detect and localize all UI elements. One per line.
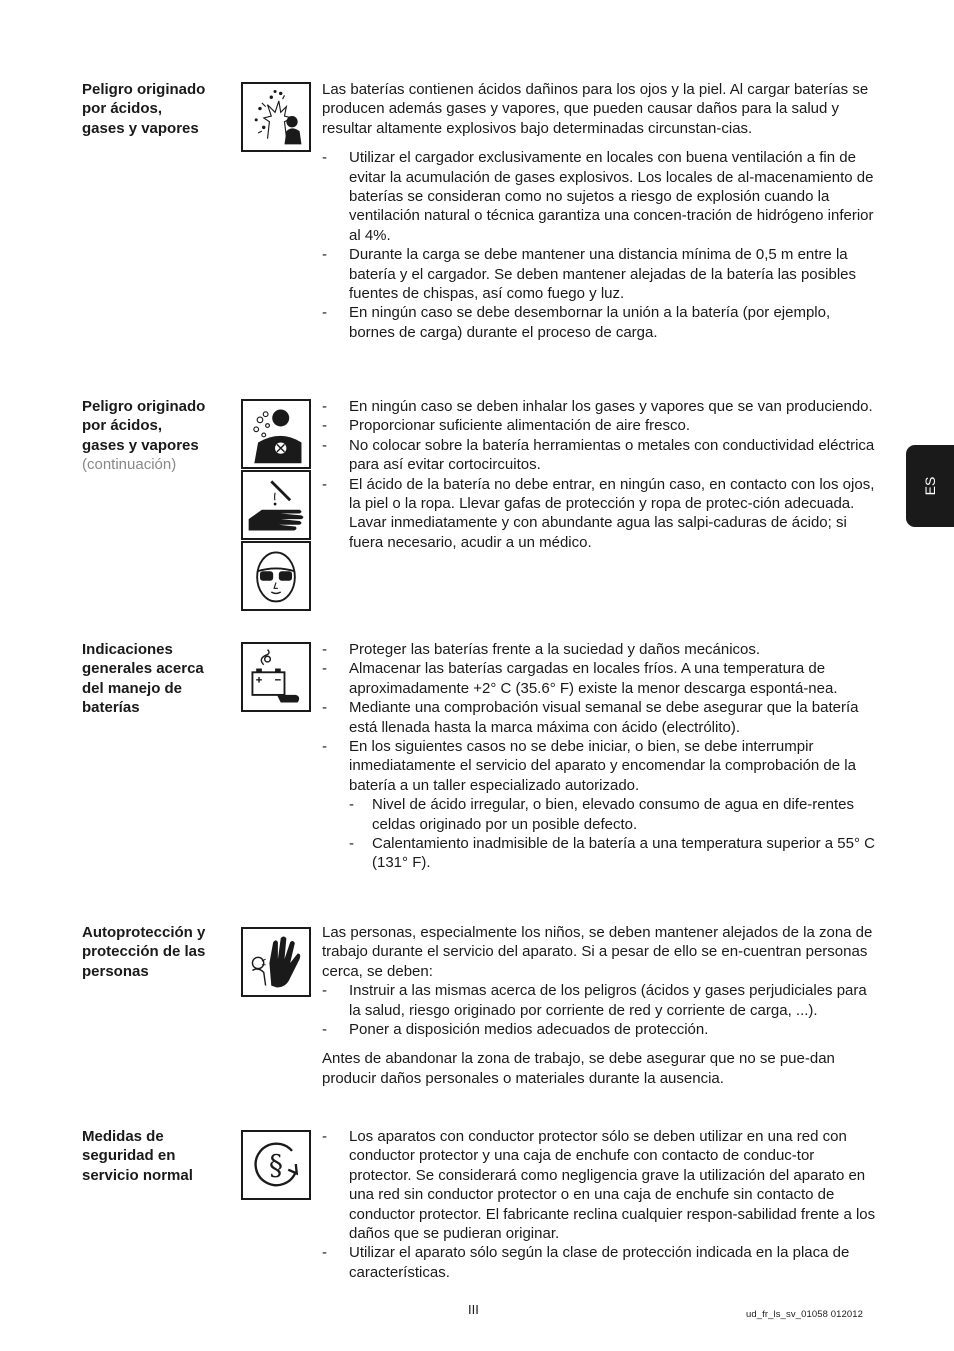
battery-handling-icon <box>241 642 311 712</box>
section-4-heading: Autoprotección y protección de las personas <box>82 924 206 980</box>
language-tab-label: ES <box>922 476 938 496</box>
document-code: ud_fr_ls_sv_01058 012012 <box>746 1309 864 1320</box>
safety-goggles-icon <box>241 541 311 611</box>
section-5-body <box>322 1127 876 1282</box>
section-4-intro: Las personas, especialmente los niños, se deben mantener alejados de la zona de trabajo durante el servicio del aparato. Si a pesar de ello se en-cuentran personas cerca, se deben: <box>322 924 873 980</box>
section-5-list <box>322 1127 876 1282</box>
list-item: - Utilizar el cargador exclusivamente en locales con buena ventilación a fin de evitar la acumulación de gases explosivos. Los locales de al-macenamiento de baterías se consideran como no sujetos a riesgo de explosión cuando la ventilación natural o técnica garantiza una concen-tración de hidrógeno inferior al 4%. <box>322 148 876 245</box>
page-number: III <box>468 1302 479 1317</box>
list-item: - En los siguientes casos no se debe iniciar, o bien, se debe interrumpir inmediatamente el servicio del aparato y encomendar la comprobación de la batería a un taller especializado autorizado. - Nivel de ácido irregular, o bien, elevado consumo de agua en dife-rentes celdas originado por un posible defecto. - Calentamiento inadmisible de la batería a una temperatura superior a 55° C (131° F). <box>322 737 876 873</box>
svg-text:§: § <box>268 1148 284 1182</box>
section-2-body <box>322 397 876 552</box>
section-3-sublist <box>349 795 876 873</box>
inhalation-hazard-icon <box>241 399 311 469</box>
section-3-list <box>322 640 876 873</box>
section-2-heading: Peligro originado por ácidos, gases y vapores (continuación) <box>82 398 206 474</box>
regulation-paragraph-icon <box>241 1130 311 1200</box>
list-item: - Proteger las baterías frente a la suciedad y daños mecánicos. <box>322 640 876 659</box>
keep-away-hand-icon <box>241 927 311 997</box>
acid-hand-icon <box>241 470 311 540</box>
list-item: - No colocar sobre la batería herramientas o metales con conductividad eléctrica para así evitar cortocircuitos. <box>322 436 876 475</box>
section-4-outro: Antes de abandonar la zona de trabajo, se debe asegurar que no se pue-dan producir daños personales o materiales durante la ausencia. <box>322 1050 835 1087</box>
section-1-intro: Las baterías contienen ácidos dañinos para los ojos y la piel. Al cargar baterías se producen además gases y vapores, que pueden causar daños para la salud y resultar altamente explosivos bajo determinadas circunstan-cias. <box>322 81 869 137</box>
list-item: - Mediante una comprobación visual semanal se debe asegurar que la batería está llenada hasta la marca máxima con ácido (electrólito). <box>322 698 876 737</box>
section-3-heading: Indicaciones generales acerca del manejo de baterías <box>82 641 204 717</box>
list-item: - Almacenar las baterías cargadas en locales fríos. A una temperatura de aproximadamente +2° C (35.6° F) existe la menor descarga espontá-nea. <box>322 659 876 698</box>
section-2-list <box>322 397 876 552</box>
section-1-body <box>322 80 876 342</box>
list-item: - Utilizar el aparato sólo según la clase de protección indicada en la placa de características. <box>322 1243 876 1282</box>
section-1-list <box>322 148 876 342</box>
continuation-label: (continuación) <box>82 456 177 474</box>
list-item: - En ningún caso se debe desembornar la unión a la batería (por ejemplo, bornes de carga) durante el proceso de carga. <box>322 303 876 342</box>
list-item: - El ácido de la batería no debe entrar, en ningún caso, en contacto con los ojos, la piel o la ropa. Llevar gafas de protección y ropa de protec-ción adecuada. Lavar inmediatamente y con abundante agua las salpi-caduras de ácido; si fuera necesario, acudir a un médico. <box>322 475 876 553</box>
list-item: - Poner a disposición medios adecuados de protección. <box>322 1020 876 1039</box>
section-4-list <box>322 981 876 1039</box>
explosion-icon <box>241 82 311 152</box>
sub-list-item: - Calentamiento inadmisible de la batería a una temperatura superior a 55° C (131° F). <box>349 834 876 873</box>
section-4-body <box>322 923 876 1088</box>
list-item: - Durante la carga se debe mantener una distancia mínima de 0,5 m entre la batería y el cargador. Se deben mantener alejadas de la batería las posibles fuentes de chispas, así como fuego y luz. <box>322 245 876 303</box>
list-item: - Los aparatos con conductor protector sólo se deben utilizar en una red con conductor protector y una caja de enchufe con contacto de conduc-tor protector. Se considerará como negligencia grave la utilización del aparato en una red sin conductor protector o en una caja de enchufe sin contacto de conductor protector. El fabricante reclina cualquier respon-sabilidad frente a los daños que se pudieran originar. <box>322 1127 876 1243</box>
section-5-heading: Medidas de seguridad en servicio normal <box>82 1128 193 1184</box>
language-tab <box>906 445 954 527</box>
section-3-body <box>322 640 876 873</box>
section-1-heading: Peligro originado por ácidos, gases y vapores <box>82 81 206 137</box>
list-item: - Proporcionar suficiente alimentación de aire fresco. <box>322 416 876 435</box>
list-item: - Instruir a las mismas acerca de los peligros (ácidos y gases perjudiciales para la salud, riesgo originado por corriente de red y corriente de carga, ...). <box>322 981 876 1020</box>
list-item: - En ningún caso se deben inhalar los gases y vapores que se van produciendo. <box>322 397 876 416</box>
sub-list-item: - Nivel de ácido irregular, o bien, elevado consumo de agua en dife-rentes celdas originado por un posible defecto. <box>349 795 876 834</box>
